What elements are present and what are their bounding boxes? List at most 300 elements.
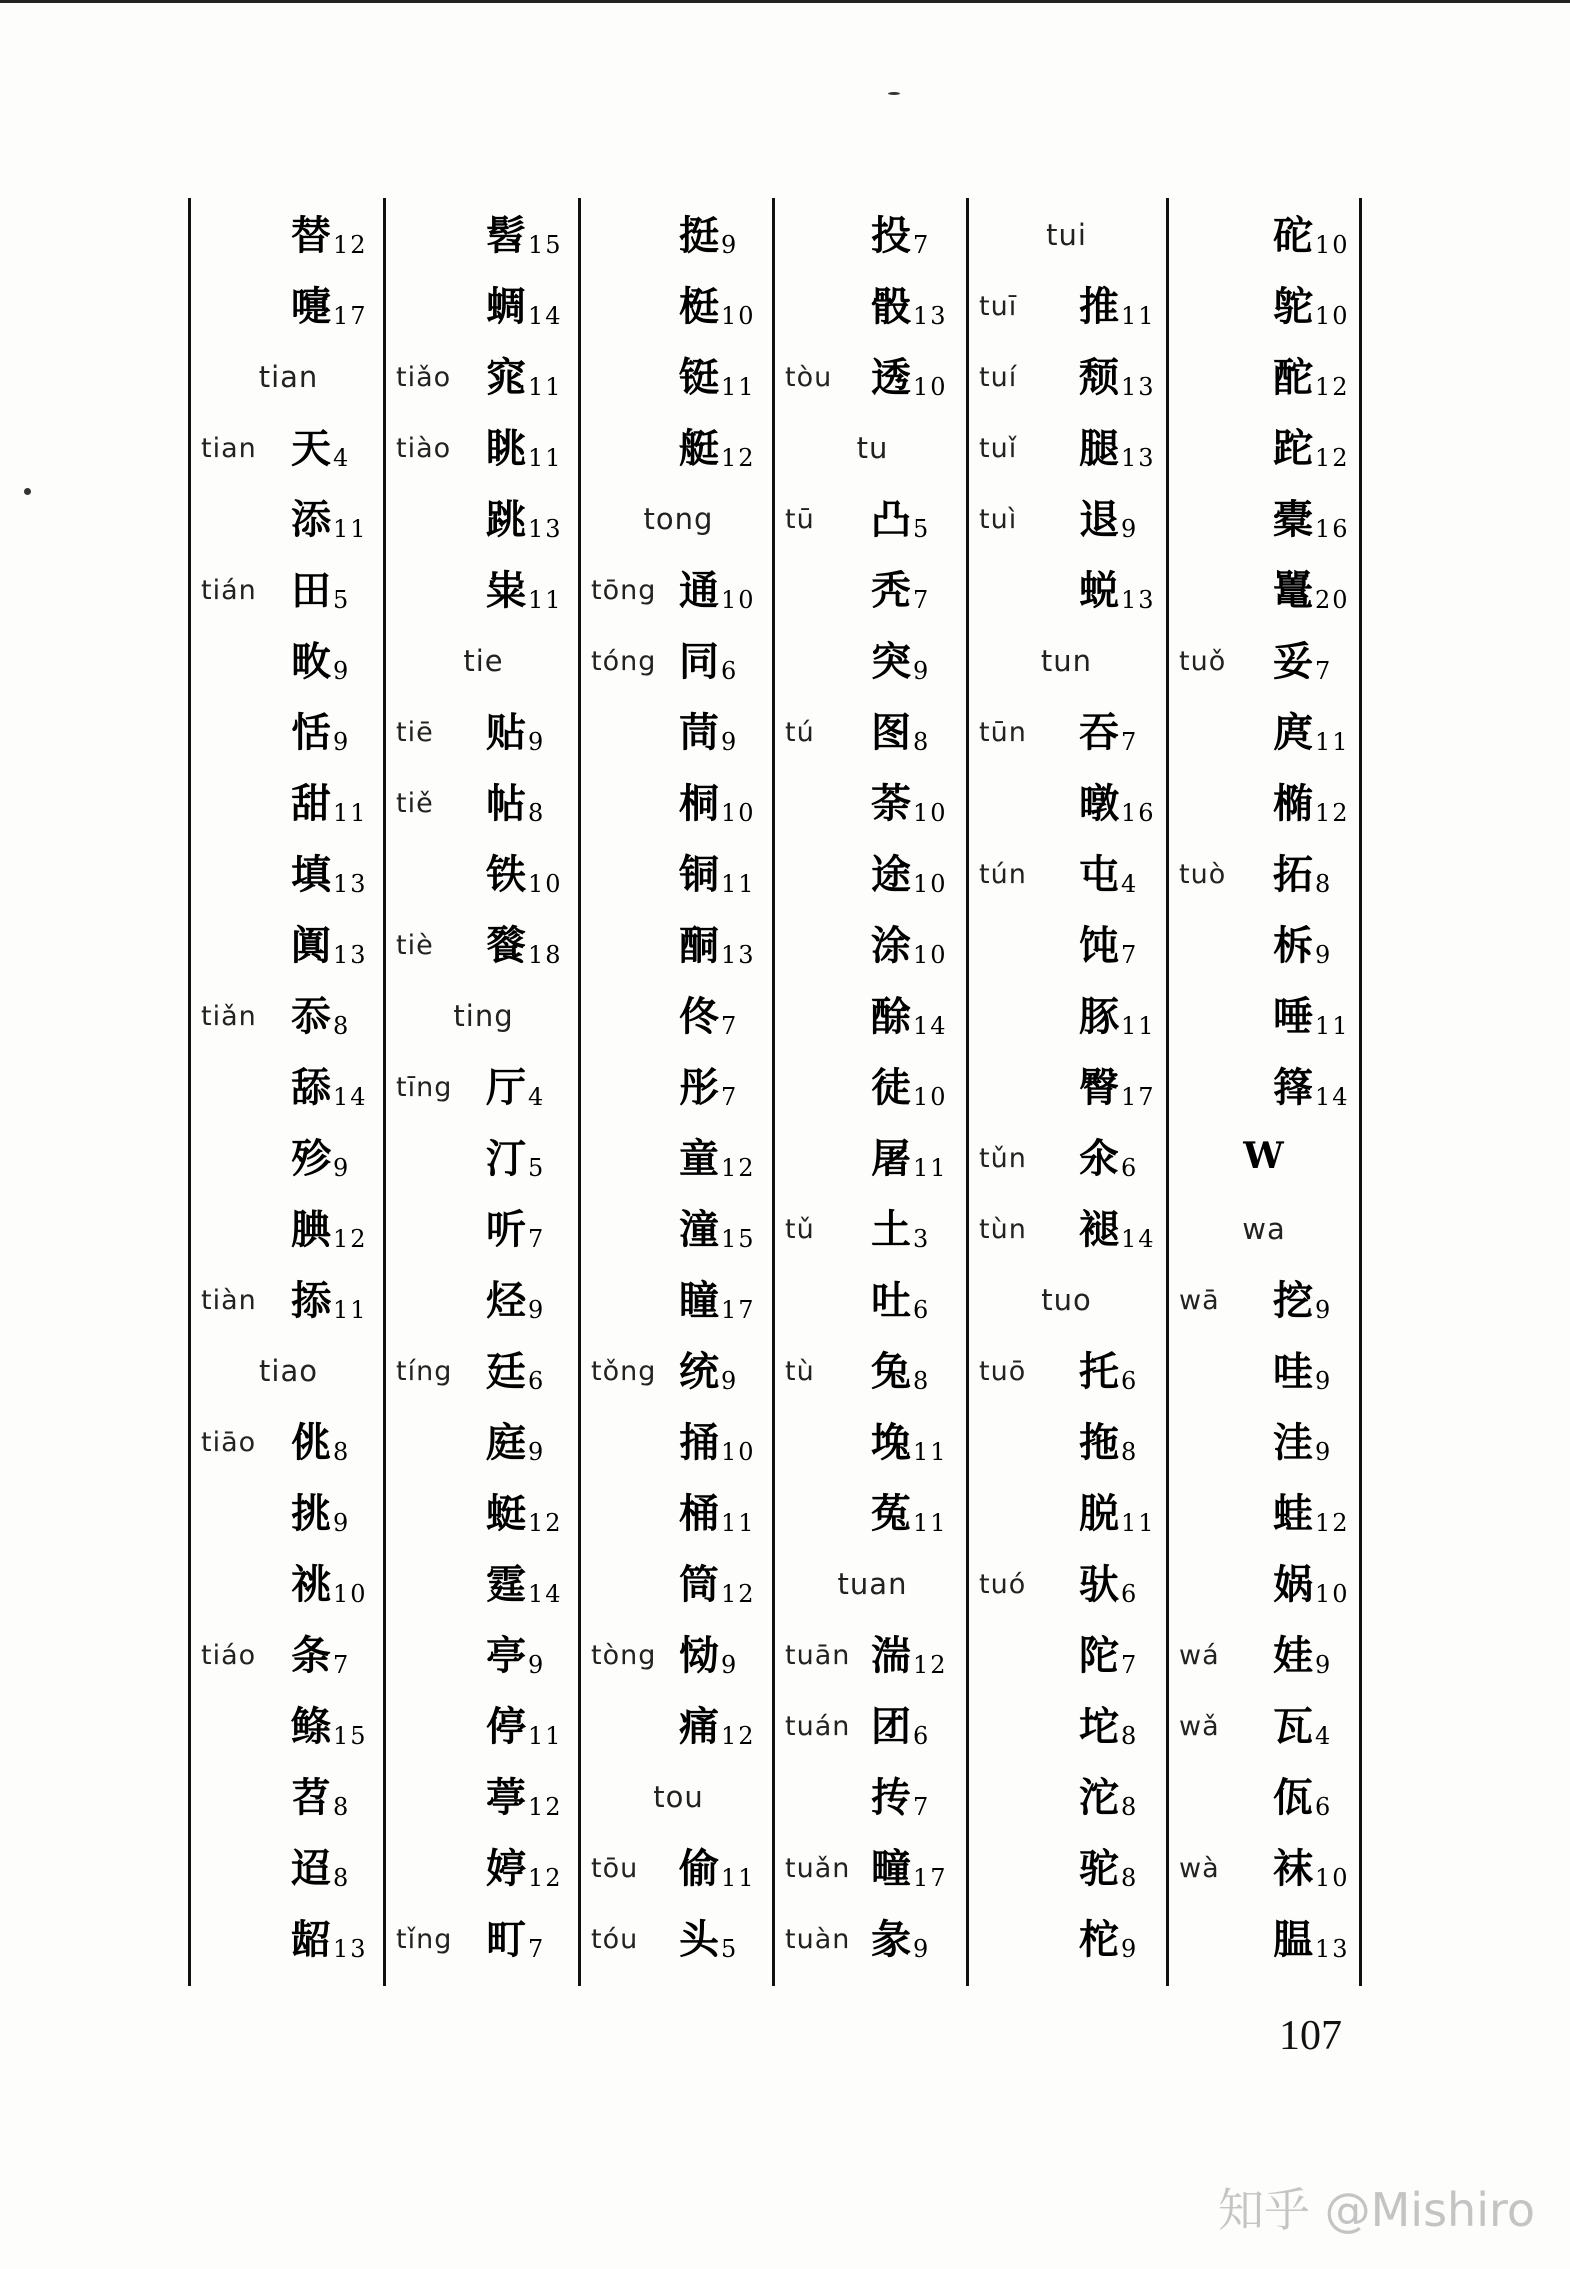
- stroke-count: 10: [913, 373, 948, 401]
- stroke-count: 11: [913, 1438, 948, 1466]
- character-glyph: 童: [679, 1135, 719, 1182]
- index-row: [386, 482, 581, 553]
- character-entry: [1079, 1482, 1156, 1539]
- character-entry: [486, 843, 563, 900]
- index-row: [1169, 908, 1359, 979]
- character-entry: [291, 1766, 350, 1823]
- stroke-count: 10: [721, 799, 756, 827]
- character-entry: [486, 1908, 545, 1965]
- character-entry: [1273, 914, 1332, 971]
- stroke-count: 8: [1121, 1438, 1139, 1466]
- index-row: [1169, 1192, 1359, 1263]
- character-glyph: 颓: [1079, 354, 1119, 401]
- character-entry: [486, 346, 563, 403]
- pinyin-label: tǒng: [591, 1356, 657, 1387]
- index-row: [386, 837, 581, 908]
- character-glyph: 托: [1079, 1348, 1119, 1395]
- character-entry: [1079, 1340, 1138, 1397]
- character-entry: [1273, 772, 1350, 829]
- character-entry: [1079, 1553, 1138, 1610]
- stroke-count: 15: [528, 231, 563, 259]
- index-row: [1169, 553, 1359, 624]
- character-glyph: 鸵: [1273, 283, 1313, 330]
- character-glyph: 桶: [679, 1490, 719, 1537]
- character-entry: [291, 1482, 350, 1539]
- pinyin-label: tuò: [1179, 859, 1227, 890]
- index-row: [386, 1831, 581, 1902]
- character-entry: [871, 772, 948, 829]
- index-row: [191, 411, 386, 482]
- stroke-count: 14: [1315, 1083, 1350, 1111]
- character-entry: [486, 275, 563, 332]
- character-glyph: 潼: [679, 1206, 719, 1253]
- character-entry: [1079, 1411, 1138, 1468]
- index-row: [1169, 1263, 1359, 1334]
- stroke-count: 11: [721, 870, 756, 898]
- character-glyph: 椭: [1273, 780, 1313, 827]
- index-row: [775, 1618, 970, 1689]
- stroke-count: 13: [1121, 373, 1156, 401]
- stroke-count: 11: [528, 444, 563, 472]
- character-entry: [679, 1056, 738, 1113]
- index-row: [775, 1689, 970, 1760]
- stroke-count: 11: [528, 1722, 563, 1750]
- stroke-count: 9: [528, 728, 546, 756]
- character-entry: [1079, 559, 1156, 616]
- character-glyph: 妥: [1273, 638, 1313, 685]
- character-entry: [1273, 559, 1350, 616]
- character-glyph: 蜓: [486, 1490, 526, 1537]
- stroke-count: 8: [333, 1793, 351, 1821]
- character-entry: [871, 914, 948, 971]
- stroke-count: 7: [1121, 1651, 1139, 1679]
- character-glyph: 蜩: [486, 283, 526, 330]
- character-glyph: 霆: [486, 1561, 526, 1608]
- character-entry: [291, 843, 368, 900]
- index-row: [581, 1476, 776, 1547]
- pinyin-label: wǎ: [1179, 1711, 1220, 1742]
- index-row: [969, 553, 1164, 624]
- stroke-count: 10: [1315, 1864, 1350, 1892]
- character-glyph: 烃: [486, 1277, 526, 1324]
- character-glyph: 彤: [679, 1064, 719, 1111]
- character-entry: [1273, 204, 1350, 261]
- index-row: [191, 340, 386, 411]
- character-entry: [1273, 1908, 1350, 1965]
- index-row: [581, 908, 776, 979]
- index-row: [775, 1831, 970, 1902]
- character-glyph: 统: [679, 1348, 719, 1395]
- stroke-count: 13: [1121, 444, 1156, 472]
- character-entry: [679, 1198, 756, 1255]
- character-entry: [679, 1411, 756, 1468]
- character-entry: [486, 417, 563, 474]
- character-entry: [871, 985, 948, 1042]
- character-entry: [679, 1624, 738, 1681]
- stroke-count: 16: [1315, 515, 1350, 543]
- stroke-count: 3: [913, 1225, 931, 1253]
- character-glyph: 鼍: [1273, 567, 1313, 614]
- character-entry: [291, 772, 368, 829]
- character-entry: [291, 1837, 350, 1894]
- character-entry: [679, 843, 756, 900]
- stroke-count: 6: [913, 1296, 931, 1324]
- character-glyph: 停: [486, 1703, 526, 1750]
- index-row: [775, 695, 970, 766]
- index-row: [1169, 482, 1359, 553]
- character-glyph: 条: [291, 1632, 331, 1679]
- character-entry: [679, 1340, 738, 1397]
- stroke-count: 7: [1315, 657, 1333, 685]
- stroke-count: 11: [721, 1509, 756, 1537]
- stroke-count: 12: [1315, 444, 1350, 472]
- character-glyph: 筒: [679, 1561, 719, 1608]
- stroke-count: 13: [1315, 1935, 1350, 1963]
- character-glyph: 髫: [486, 212, 526, 259]
- index-row: [969, 1121, 1164, 1192]
- index-row: [969, 198, 1164, 269]
- character-entry: [1273, 1056, 1350, 1113]
- character-glyph: 挖: [1273, 1277, 1313, 1324]
- index-row: [1169, 1902, 1359, 1973]
- character-glyph: 眺: [486, 425, 526, 472]
- index-row: [386, 1050, 581, 1121]
- index-row: [191, 198, 386, 269]
- stroke-count: 10: [1315, 1580, 1350, 1608]
- character-entry: [486, 1482, 563, 1539]
- pinyin-label: tuǐ: [979, 433, 1018, 464]
- character-entry: [1079, 346, 1156, 403]
- stroke-count: 11: [1315, 1012, 1350, 1040]
- character-entry: [1079, 1695, 1138, 1752]
- character-entry: [486, 1553, 563, 1610]
- character-glyph: 蛙: [1273, 1490, 1313, 1537]
- stroke-count: 14: [333, 1083, 368, 1111]
- index-column-3: [578, 198, 776, 1986]
- character-entry: [1273, 346, 1350, 403]
- stroke-count: 12: [528, 1509, 563, 1537]
- stroke-count: 14: [528, 302, 563, 330]
- character-entry: [291, 559, 350, 616]
- index-row: [581, 1618, 776, 1689]
- stroke-count: 7: [721, 1012, 739, 1040]
- character-glyph: 疃: [871, 1845, 911, 1892]
- index-row: [581, 1121, 776, 1192]
- character-glyph: 橐: [1273, 496, 1313, 543]
- syllable-heading: tong: [643, 502, 714, 536]
- character-glyph: 苕: [291, 1774, 331, 1821]
- character-entry: [486, 1411, 545, 1468]
- character-entry: [1079, 701, 1138, 758]
- stroke-count: 9: [913, 1935, 931, 1963]
- character-glyph: 透: [871, 354, 911, 401]
- stroke-count: 9: [1315, 1438, 1333, 1466]
- character-glyph: 葶: [486, 1774, 526, 1821]
- stroke-count: 13: [333, 870, 368, 898]
- index-row: [581, 411, 776, 482]
- index-row: [1169, 198, 1359, 269]
- pinyin-label: tuán: [785, 1711, 851, 1742]
- index-row: [969, 1476, 1164, 1547]
- character-glyph: 厅: [486, 1064, 526, 1111]
- index-row: [191, 269, 386, 340]
- character-entry: [486, 1056, 545, 1113]
- character-entry: [679, 1837, 756, 1894]
- index-row: [1169, 1689, 1359, 1760]
- character-entry: [486, 1198, 545, 1255]
- stroke-count: 11: [528, 373, 563, 401]
- index-row: [775, 1192, 970, 1263]
- character-entry: [871, 1056, 948, 1113]
- stroke-count: 5: [913, 515, 931, 543]
- index-column-6: [1166, 198, 1362, 1986]
- index-row: [191, 553, 386, 624]
- stroke-count: 10: [1315, 231, 1350, 259]
- index-row: [1169, 1831, 1359, 1902]
- index-row: [969, 1689, 1164, 1760]
- index-row: [386, 553, 581, 624]
- stroke-count: 11: [333, 799, 368, 827]
- character-glyph: 吞: [1079, 709, 1119, 756]
- index-row: [775, 1902, 970, 1973]
- index-row: [1169, 411, 1359, 482]
- character-glyph: 荼: [871, 780, 911, 827]
- character-glyph: 臀: [1079, 1064, 1119, 1111]
- index-row: [581, 1547, 776, 1618]
- character-glyph: 汀: [486, 1135, 526, 1182]
- character-glyph: 同: [679, 638, 719, 685]
- stroke-count: 12: [333, 1225, 368, 1253]
- character-glyph: 陀: [1079, 1632, 1119, 1679]
- stroke-count: 12: [721, 1722, 756, 1750]
- index-row: [775, 1760, 970, 1831]
- character-glyph: 饨: [1079, 922, 1119, 969]
- index-row: [969, 837, 1164, 908]
- stroke-count: 4: [1121, 870, 1139, 898]
- stroke-count: 10: [333, 1580, 368, 1608]
- character-entry: [871, 701, 930, 758]
- character-glyph: 贴: [486, 709, 526, 756]
- character-glyph: 酡: [1273, 354, 1313, 401]
- character-glyph: 庭: [486, 1419, 526, 1466]
- character-glyph: 柁: [1079, 1916, 1119, 1963]
- index-column-1: [188, 198, 386, 1986]
- character-glyph: 褪: [1079, 1206, 1119, 1253]
- index-row: [191, 1902, 386, 1973]
- stroke-count: 9: [1315, 1367, 1333, 1395]
- character-glyph: 屠: [871, 1135, 911, 1182]
- index-row: [969, 411, 1164, 482]
- stroke-count: 6: [721, 657, 739, 685]
- stroke-count: 14: [913, 1012, 948, 1040]
- stroke-count: 13: [1121, 586, 1156, 614]
- stroke-count: 9: [528, 1296, 546, 1324]
- stroke-count: 5: [721, 1935, 739, 1963]
- character-entry: [1273, 1482, 1350, 1539]
- stroke-count: 7: [528, 1935, 546, 1963]
- stroke-count: 4: [1315, 1722, 1333, 1750]
- index-row: [1169, 1405, 1359, 1476]
- index-row: [386, 1263, 581, 1334]
- index-row: [969, 1263, 1164, 1334]
- index-row: [191, 1263, 386, 1334]
- character-glyph: 挑: [291, 1490, 331, 1537]
- index-row: [191, 1760, 386, 1831]
- index-row: [191, 766, 386, 837]
- stroke-count: 13: [528, 515, 563, 543]
- index-row: [1169, 979, 1359, 1050]
- index-row: [581, 979, 776, 1050]
- index-row: [386, 979, 581, 1050]
- index-row: [581, 269, 776, 340]
- stroke-count: 9: [1121, 1935, 1139, 1963]
- stroke-count: 5: [333, 586, 351, 614]
- index-row: [1169, 1547, 1359, 1618]
- character-entry: [679, 417, 756, 474]
- stroke-count: 6: [1121, 1154, 1139, 1182]
- stroke-count: 4: [333, 444, 351, 472]
- stroke-count: 9: [913, 657, 931, 685]
- stroke-count: 11: [1121, 1012, 1156, 1040]
- character-glyph: 吐: [871, 1277, 911, 1324]
- index-row: [386, 340, 581, 411]
- stroke-count: 12: [528, 1793, 563, 1821]
- stroke-count: 12: [721, 1580, 756, 1608]
- character-entry: [679, 772, 756, 829]
- stroke-count: 8: [528, 799, 546, 827]
- pinyin-label: tīng: [396, 1072, 453, 1103]
- character-entry: [291, 1908, 368, 1965]
- pinyin-label: tián: [201, 575, 257, 606]
- character-entry: [871, 346, 948, 403]
- syllable-heading: ting: [453, 999, 514, 1033]
- scan-speck: [24, 488, 31, 495]
- character-glyph: 甜: [291, 780, 331, 827]
- character-glyph: 推: [1079, 283, 1119, 330]
- syllable-heading: tuan: [837, 1567, 908, 1601]
- syllable-heading: tuo: [1041, 1283, 1092, 1317]
- stroke-count: 4: [528, 1083, 546, 1111]
- character-entry: [1273, 1624, 1332, 1681]
- index-row: [969, 1760, 1164, 1831]
- character-glyph: 土: [871, 1206, 911, 1253]
- pinyin-label: tiào: [396, 433, 452, 464]
- character-entry: [871, 204, 930, 261]
- character-glyph: 骰: [871, 283, 911, 330]
- index-row: [969, 1831, 1164, 1902]
- character-glyph: 亭: [486, 1632, 526, 1679]
- stroke-count: 7: [528, 1225, 546, 1253]
- character-glyph: 酮: [679, 922, 719, 969]
- character-entry: [291, 204, 368, 261]
- character-glyph: 挺: [679, 212, 719, 259]
- stroke-count: 8: [1121, 1864, 1139, 1892]
- index-row: [969, 1405, 1164, 1476]
- stroke-count: 17: [1121, 1083, 1156, 1111]
- character-entry: [486, 701, 545, 758]
- character-glyph: 徒: [871, 1064, 911, 1111]
- pinyin-label: tiè: [396, 930, 434, 961]
- character-glyph: 蜕: [1079, 567, 1119, 614]
- index-row: [775, 1121, 970, 1192]
- stroke-count: 11: [528, 586, 563, 614]
- stroke-count: 10: [913, 799, 948, 827]
- stroke-count: 10: [721, 1438, 756, 1466]
- character-entry: [1079, 914, 1138, 971]
- character-entry: [291, 1553, 368, 1610]
- character-glyph: 拓: [1273, 851, 1313, 898]
- character-entry: [291, 1411, 350, 1468]
- character-entry: [486, 1269, 545, 1326]
- stroke-count: 10: [1315, 302, 1350, 330]
- stroke-count: 12: [333, 231, 368, 259]
- pinyin-label: tóng: [591, 646, 657, 677]
- character-entry: [679, 1482, 756, 1539]
- character-entry: [871, 1340, 930, 1397]
- stroke-count: 13: [333, 1935, 368, 1963]
- character-entry: [1079, 417, 1156, 474]
- stroke-count: 6: [913, 1722, 931, 1750]
- character-entry: [486, 559, 563, 616]
- stroke-count: 13: [721, 941, 756, 969]
- character-glyph: 图: [871, 709, 911, 756]
- character-entry: [1273, 1269, 1332, 1326]
- stroke-count: 9: [721, 231, 739, 259]
- character-entry: [679, 1269, 756, 1326]
- character-entry: [1079, 1766, 1138, 1823]
- character-glyph: 天: [291, 425, 331, 472]
- character-glyph: 拖: [1079, 1419, 1119, 1466]
- pinyin-label: tuǒ: [1179, 646, 1227, 677]
- character-entry: [871, 1482, 948, 1539]
- index-row: [191, 1121, 386, 1192]
- index-row: [775, 1263, 970, 1334]
- index-row: [1169, 1760, 1359, 1831]
- index-row: [386, 1689, 581, 1760]
- character-entry: [1273, 1766, 1332, 1823]
- stroke-count: 14: [1121, 1225, 1156, 1253]
- character-glyph: 抟: [871, 1774, 911, 1821]
- character-entry: [1079, 985, 1156, 1042]
- character-glyph: 唾: [1273, 993, 1313, 1040]
- stroke-count: 12: [1315, 799, 1350, 827]
- character-entry: [1273, 630, 1332, 687]
- index-row: [775, 411, 970, 482]
- index-row: [1169, 624, 1359, 695]
- pinyin-label: tòu: [785, 362, 833, 393]
- index-row: [191, 1050, 386, 1121]
- pinyin-label: tuì: [979, 504, 1018, 535]
- pinyin-label: tǐng: [396, 1924, 453, 1955]
- character-entry: [486, 772, 545, 829]
- stroke-count: 17: [913, 1864, 948, 1892]
- pinyin-label: tiǎo: [396, 362, 452, 393]
- stroke-count: 11: [1315, 728, 1350, 756]
- character-entry: [486, 1127, 545, 1184]
- index-row: [775, 553, 970, 624]
- pinyin-label: tiáo: [201, 1640, 257, 1671]
- index-row: [191, 1476, 386, 1547]
- stroke-count: 9: [528, 1651, 546, 1679]
- character-glyph: 瞳: [679, 1277, 719, 1324]
- index-row: [191, 1192, 386, 1263]
- character-glyph: 凸: [871, 496, 911, 543]
- character-glyph: 豚: [1079, 993, 1119, 1040]
- character-entry: [871, 1908, 930, 1965]
- character-glyph: 袜: [1273, 1845, 1313, 1892]
- stroke-count: 11: [1121, 1509, 1156, 1537]
- character-glyph: 头: [679, 1916, 719, 1963]
